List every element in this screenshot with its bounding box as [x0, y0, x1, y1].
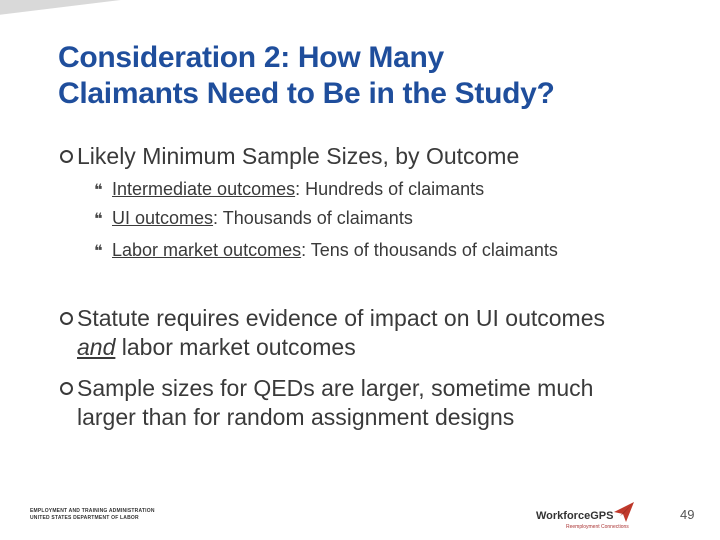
sub-bullet-labor: [94, 239, 632, 263]
quote-bullet-icon: ❝: [94, 243, 103, 260]
ring-bullet-icon: [60, 312, 73, 325]
slide-title: [58, 40, 698, 112]
bullet-sample-sizes: [60, 142, 680, 171]
ring-bullet-icon: [60, 150, 73, 163]
logo-line-1: EMPLOYMENT AND TRAINING ADMINISTRATION: [30, 508, 155, 514]
quote-bullet-icon: ❝: [94, 182, 103, 199]
bullet-emphasis: and: [77, 334, 116, 360]
sub-bullet-text: : Tens of thousands of claimants: [301, 240, 558, 260]
brand-subtext: Reemployment Connections: [566, 524, 629, 530]
bullet-statute: [60, 304, 637, 362]
quote-bullet-icon: ❝: [94, 211, 103, 228]
bullet-text-pre: Statute requires evidence of impact on UI outcomes: [77, 305, 606, 331]
title-line-2: Claimants Need to Be in the Study?: [58, 77, 555, 110]
bullet-text-post: labor market outcomes: [115, 334, 356, 360]
brand-text: WorkforceGPS: [536, 510, 614, 522]
paper-plane-icon: [612, 500, 636, 524]
bullet-qed: [60, 374, 657, 432]
bullet-text: Likely Minimum Sample Sizes, by Outcome: [77, 143, 520, 169]
dol-eta-logo: [30, 508, 180, 522]
bullet-text: Sample sizes for QEDs are larger, sometime much larger than for random assignment designs: [77, 375, 594, 430]
sub-bullet-ui: [94, 207, 654, 231]
decorative-corner-band: [0, 0, 300, 22]
page-number: 49: [680, 507, 695, 522]
sub-bullet-label: Labor market outcomes: [112, 240, 302, 260]
logo-line-2: UNITED STATES DEPARTMENT OF LABOR: [30, 515, 139, 521]
sub-bullet-intermediate: [94, 178, 654, 202]
workforcegps-logo: [536, 500, 636, 530]
sub-bullet-label: UI outcomes: [112, 208, 214, 228]
title-line-1: Consideration 2: How Many: [58, 41, 444, 74]
ring-bullet-icon: [60, 382, 73, 395]
sub-bullet-text: : Thousands of claimants: [213, 208, 413, 228]
sub-bullet-label: Intermediate outcomes: [112, 179, 296, 199]
sub-bullet-text: : Hundreds of claimants: [295, 179, 485, 199]
